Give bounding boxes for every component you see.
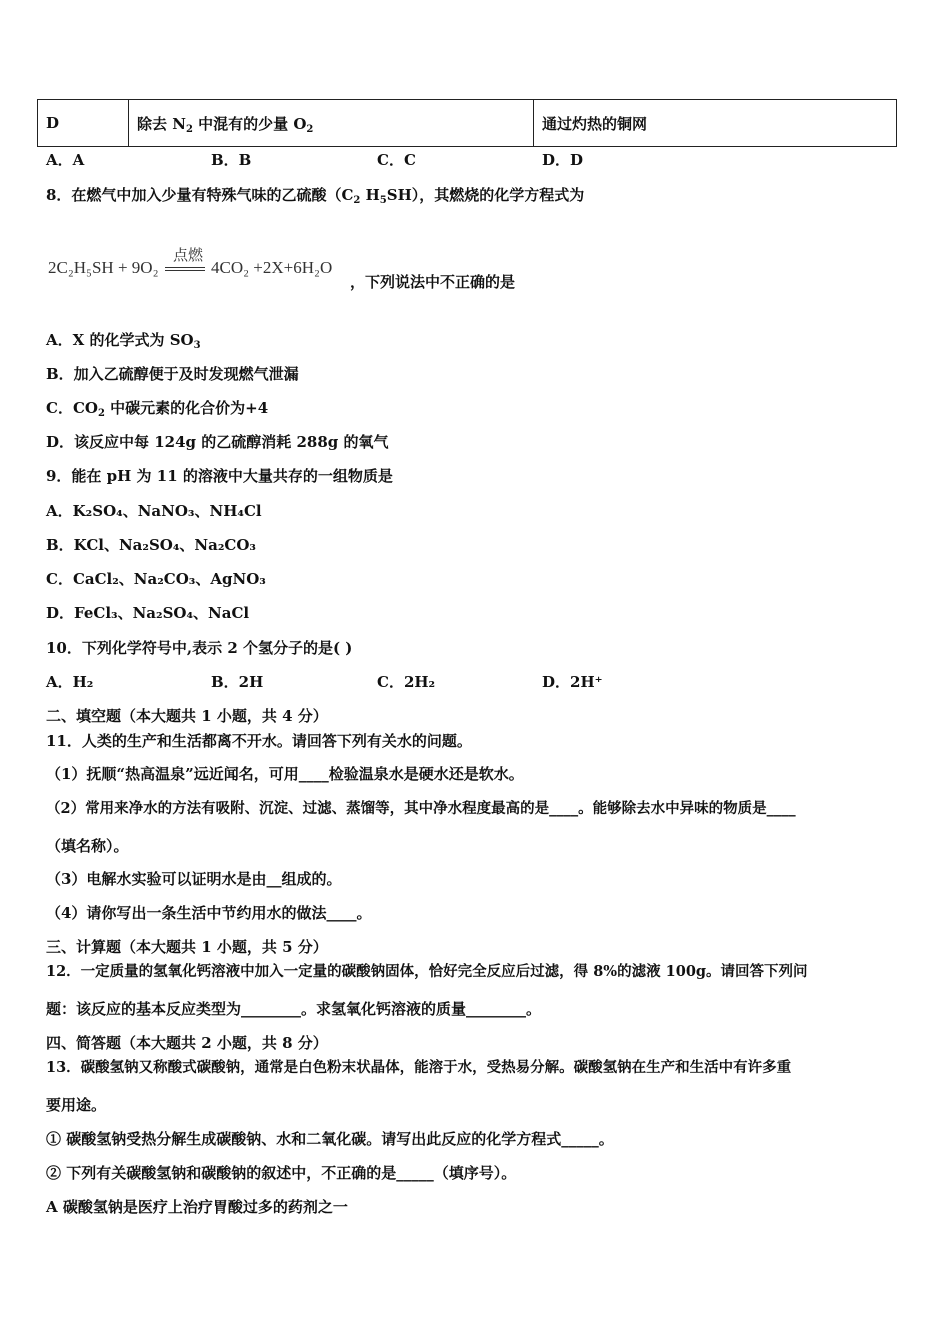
- q9-option-d: D．FeCl₃、Na₂SO₄、NaCl: [46, 604, 250, 622]
- q9-stem: 9．能在 pH 为 11 的溶液中大量共存的一组物质是: [46, 467, 393, 485]
- q7-option-c: C．C: [377, 151, 416, 169]
- section-heading-short-answer: 四、简答题（本大题共 2 小题，共 8 分）: [46, 1034, 328, 1052]
- q8-option-c: C．$CO_2$ 中碳元素的化合价为+4: [46, 399, 269, 419]
- equation-arrow: [165, 267, 205, 271]
- q8-question: ，下列说法中不正确的是: [350, 273, 516, 291]
- q9-option-a: A．K₂SO₄、NaNO₃、NH₄Cl: [46, 502, 262, 520]
- q7-option-a: A．A: [46, 151, 85, 169]
- q12-line-2: 题：该反应的基本反应类型为________。求氢氧化钙溶液的质量________。: [46, 1000, 542, 1018]
- q10-option-a: A．H₂: [46, 673, 94, 691]
- q13-part-2: ② 下列有关碳酸氢钠和碳酸钠的叙述中，不正确的是_____（填序号）。: [46, 1164, 517, 1182]
- row-method: 通过灼热的铜网: [534, 100, 897, 147]
- reagent-table: [37, 99, 897, 147]
- q7-option-b: B．B: [211, 151, 252, 169]
- equation-right: 4CO₂ +2X+6H₂O: [211, 258, 333, 277]
- q13-option-a: A 碳酸氢钠是医疗上治疗胃酸过多的药剂之一: [46, 1198, 348, 1216]
- q11-part-1: （1）抚顺“热高温泉”远近闻名，可用____检验温泉水是硬水还是软水。: [46, 765, 524, 783]
- q11-stem: 11．人类的生产和生活都离不开水。请回答下列有关水的问题。: [46, 732, 472, 750]
- q11-part-4: （4）请你写出一条生活中节约用水的做法____。: [46, 904, 372, 922]
- q13-part-1: ① 碳酸氢钠受热分解生成碳酸钠、水和二氧化碳。请写出此反应的化学方程式_____。: [46, 1130, 614, 1148]
- q9-option-b: B．KCl、Na₂SO₄、Na₂CO₃: [46, 536, 256, 554]
- equation-left: 2C₂H₅SH + 9O₂: [48, 258, 159, 277]
- q13-line-2: 要用途。: [46, 1096, 107, 1114]
- q10-option-d: D．2H⁺: [542, 673, 603, 691]
- q11-part-2-cont: （填名称）。: [46, 837, 129, 855]
- q11-part-2: （2）常用来净水的方法有吸附、沉淀、过滤、蒸馏等，其中净水程度最高的是____。能够除去水中异味的物质是____: [46, 800, 796, 817]
- q8-option-d: D．该反应中每 124g 的乙硫醇消耗 288g 的氧气: [46, 433, 389, 451]
- q10-option-c: C．2H₂: [377, 673, 436, 691]
- q9-option-c: C．CaCl₂、Na₂CO₃、AgNO₃: [46, 570, 266, 588]
- q12-line-1: 12．一定质量的氢氧化钙溶液中加入一定量的碳酸钠固体，恰好完全反应后过滤，得 8%的滤液 100g。请回答下列问: [46, 963, 808, 980]
- q13-line-1: 13．碳酸氢钠又称酸式碳酸钠，通常是白色粉末状晶体，能溶于水，受热易分解。碳酸氢钠在生产和生活中有许多重: [46, 1059, 792, 1076]
- table-row: [38, 100, 897, 147]
- section-heading-calculation: 三、计算题（本大题共 1 小题，共 5 分）: [46, 938, 328, 956]
- q8-stem: 8．在燃气中加入少量有特殊气味的乙硫酸（$C_2$ $H_5SH$），其燃烧的化学方程式为: [46, 186, 585, 206]
- q10-stem: 10．下列化学符号中,表示 2 个氢分子的是( ): [46, 639, 353, 657]
- q8-option-b: B．加入乙硫醇便于及时发现燃气泄漏: [46, 365, 299, 383]
- q7-option-d: D．D: [542, 151, 584, 169]
- q8-option-a: A．X 的化学式为 $SO_3$: [46, 331, 201, 351]
- section-heading-fill-in: 二、填空题（本大题共 1 小题，共 4 分）: [46, 707, 328, 725]
- row-content: 除去 $N_2$ 中混有的少量 $O_2$: [129, 100, 534, 147]
- combustion-equation: [48, 248, 333, 278]
- row-label: D: [38, 100, 129, 147]
- equation-condition: 点燃: [173, 248, 204, 264]
- q10-option-b: B．2H: [211, 673, 264, 691]
- q11-part-3: （3）电解水实验可以证明水是由__组成的。: [46, 870, 342, 888]
